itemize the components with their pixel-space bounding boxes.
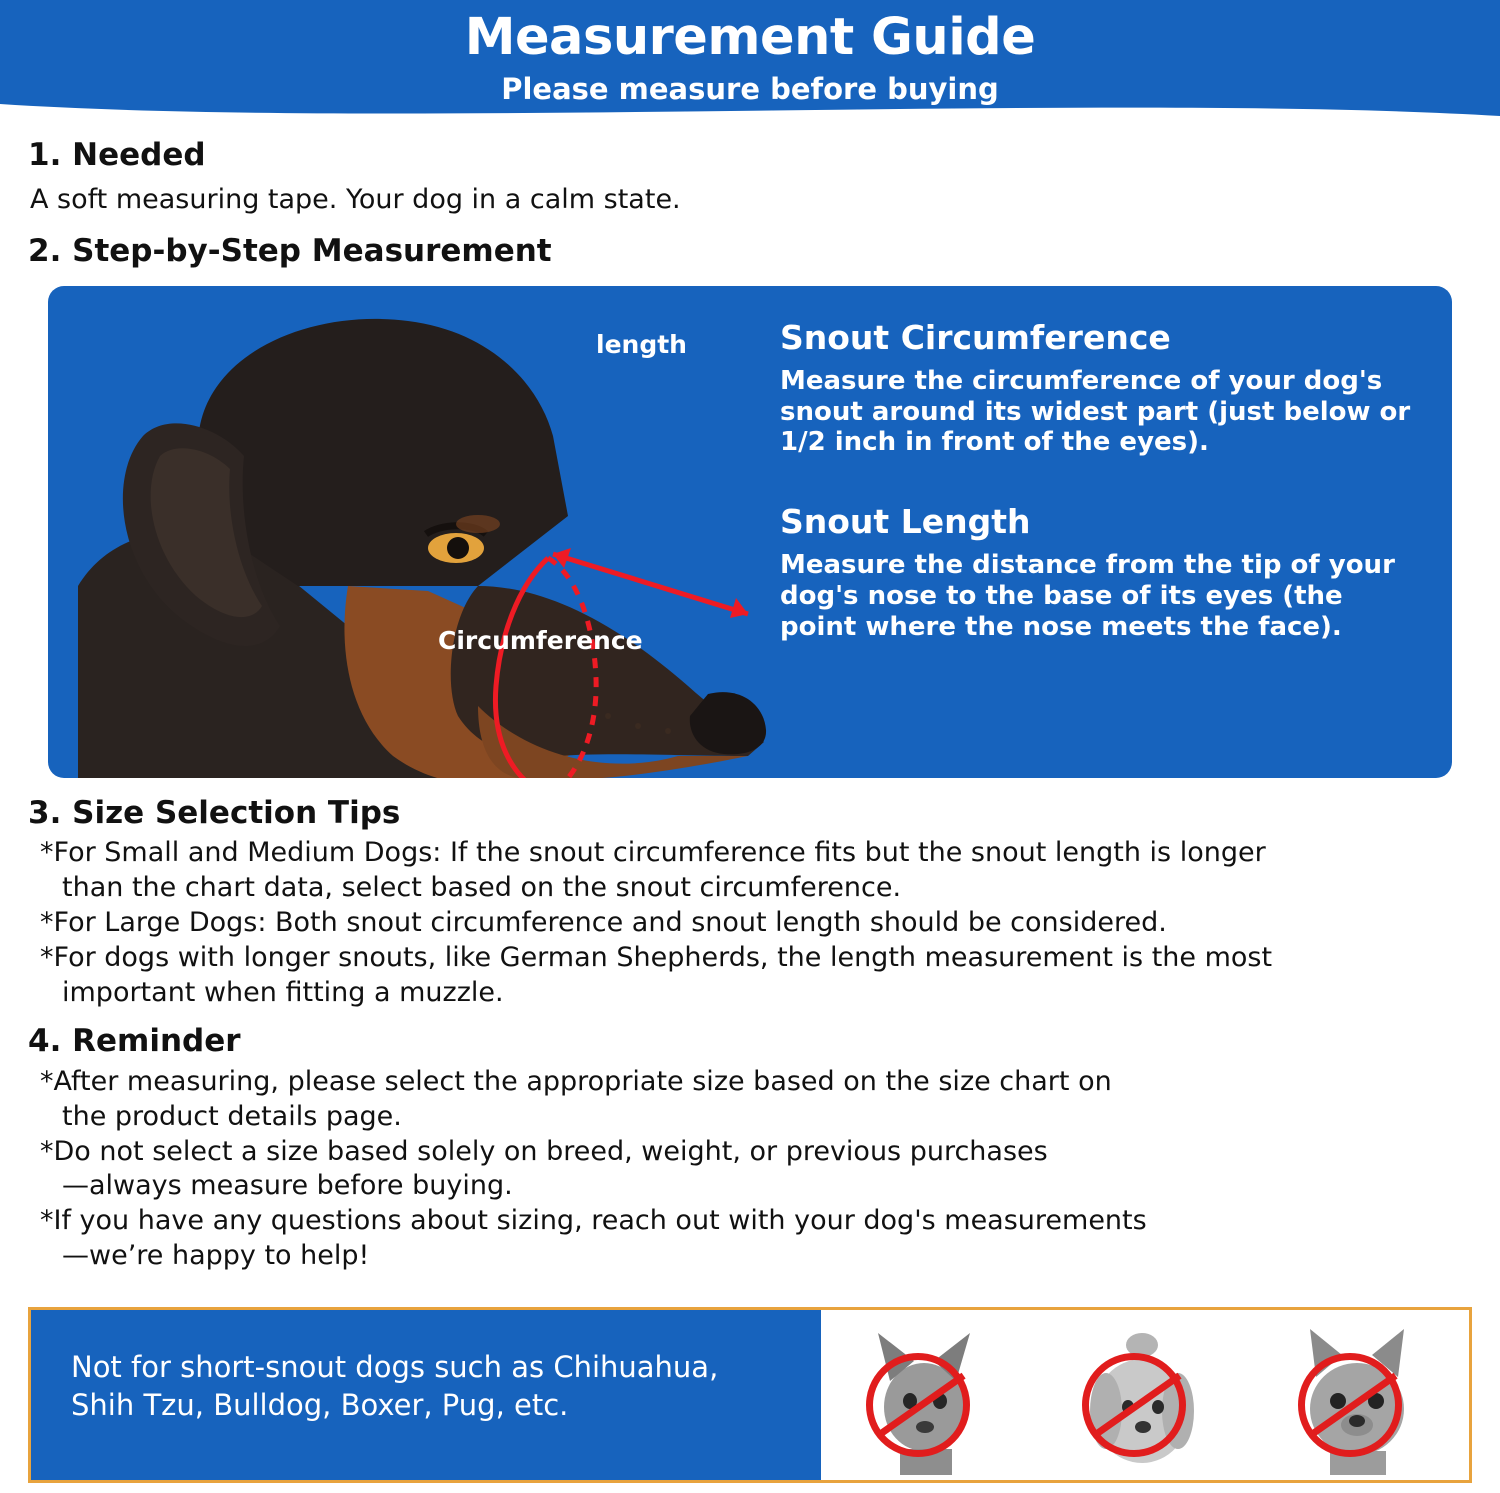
reminder-line: —we’re happy to help! [62,1240,370,1272]
panel-spacer [780,458,1418,504]
prohibition-icon [1298,1353,1402,1457]
panel-heading-snout-length: Snout Length [780,501,1031,541]
page-header [0,0,1500,124]
panel-text-snout-circumference [780,366,1418,458]
warning-line: Not for short-snout dogs such as Chihuahua, [71,1350,719,1384]
panel-line: point where the nose meets the face). [780,611,1342,642]
tips-line: important when fitting a muzzle. [62,977,504,1009]
doberman-head-illustration [48,286,768,778]
panel-line: Measure the distance from the tip of your [780,550,1395,581]
reminder-line: *After measuring, please select the appropriate size based on the size chart on [40,1065,1112,1097]
label-circumference: Circumference [438,625,643,655]
warning-text [31,1310,821,1480]
warning-banner [28,1307,1472,1483]
reminder-line: *If you have any questions about sizing, reach out with your dog's measurements [40,1205,1147,1237]
excluded-breeds-images [821,1310,1469,1480]
panel-line: 1/2 inch in front of the eyes). [780,427,1209,458]
prohibition-icon [1082,1353,1186,1457]
section-heading-reminder: 4. Reminder [28,1023,241,1059]
reminder-line: the product details page. [62,1100,402,1132]
bulldog-no-icon [1276,1315,1446,1475]
label-length: length [596,329,687,359]
tips-list [0,831,1500,1010]
panel-text-snout-length [780,550,1418,642]
tips-line: than the chart data, select based on the snout circumference. [62,872,902,904]
panel-line: snout around its widest part (just below or [780,396,1411,427]
reminder-line: —always measure before buying. [62,1170,513,1202]
section-body-needed: A soft measuring tape. Your dog in a calm state. [30,183,681,215]
section-heading-tips: 3. Size Selection Tips [28,794,401,831]
page-title: Measurement Guide [464,8,1036,67]
tips-line: *For Large Dogs: Both snout circumference and snout length should be considered. [40,907,1167,939]
warning-line: Shih Tzu, Bulldog, Boxer, Pug, etc. [71,1388,569,1423]
measurement-illustration-panel [48,286,1452,778]
reminder-list [0,1060,1500,1274]
shih-tzu-no-icon [1060,1315,1230,1475]
panel-line: Measure the circumference of your dog's [780,365,1383,396]
dog-photo-area [48,286,768,778]
reminder-line: *Do not select a size based solely on breed, weight, or previous purchases [40,1135,1048,1167]
prohibition-icon [866,1353,970,1457]
page-subtitle: Please measure before buying [501,72,999,106]
tips-line: *For dogs with longer snouts, like German Shepherds, the length measurement is the most [40,942,1273,974]
section-heading-needed: 1. Needed [28,137,206,173]
tips-line: *For Small and Medium Dogs: If the snout circumference fits but the snout length is longer [40,837,1266,869]
panel-heading-snout-circumference: Snout Circumference [780,317,1171,357]
chihuahua-no-icon [844,1315,1014,1475]
section-heading-steps: 2. Step-by-Step Measurement [28,233,552,270]
panel-line: dog's nose to the base of its eyes (the [780,580,1343,611]
panel-text-column [768,286,1452,778]
